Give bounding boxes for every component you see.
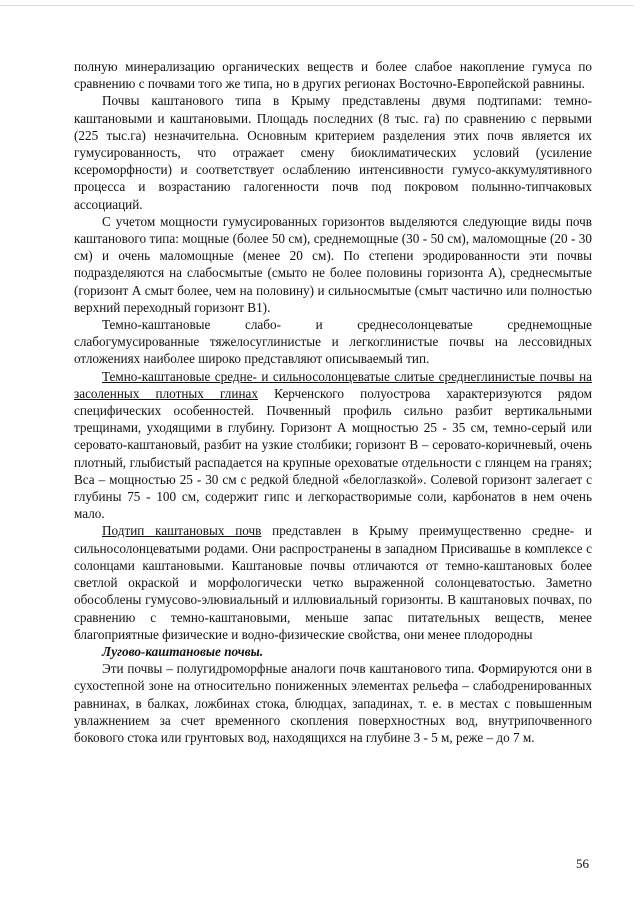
paragraph-7: Эти почвы – полугидроморфные аналоги почв каштанового типа. Формируются они в сухостепной зоне на относительно пониженных элементах рельефа – слабодренированных равнинах, в балках, ложбинах стока, блюдцах, западинах, т. е. в местах с повышенным увлажнением за счет временного скопления поверхностных вод, внутрипочвенного бокового стока или грунтовых вод, находящихся на глубине 3 - 5 м, реже – до 7 м. (74, 661, 592, 745)
underlined-term-chestnut-subtype: Подтип каштановых почв (102, 523, 262, 539)
paragraph-1: полную минерализацию органических веществ и более слабое накопление гумуса по сравнению с почвами того же типа, но в других регионах Восточно-Европейской равнины. (74, 59, 592, 92)
paragraph-3: С учетом мощности гумусированных горизонтов выделяются следующие виды почв каштанового типа: мощные (более 50 см), среднемощные (30 - 50 см), маломощные (20 - 30 см) и очень маломощные (менее 20 см). По степени эродированности эти почвы подразделяются на слабосмытые (смыто не более половины горизонта А), среднесмытые (горизонт А смыт более, чем на половину) и сильносмытые (смыт частично или полностью верхний переходный горизонт В1). (74, 213, 592, 315)
paragraph-5-text: Керченского полуострова характеризуются рядом специфических особенностей. Почвенный профиль сильно разбит вертикальными трещинами, уходящими в глубину. Горизонт А мощностью 25 - 35 см, темно-серый или серовато-каштановый, разбит на узкие столбики; горизонт В – серовато-коричневый, очень плотный, глыбистый распадается на крупные ореховатые отдельности с глянцем на гранях; Вса – мощностью 25 - 30 см с редкой бледной «белоглазкой». Солевой горизонт залегает с глубины 75 - 100 см, содержит гипс и легкорастворимые соли, карбонатов в нем очень мало. (74, 385, 592, 522)
paragraph-6-text: представлен в Крыму преимущественно средне- и сильносолонцеватыми родами. Они распространены в западном Присивашье в комплексе с солонцами каштановыми. Каштановые почвы отличаются от темно-каштановых более светлой окраской и морфологически четко выраженной солонцеватостью. Заметно обособлены гумусово-элювиальный и иллювиальный горизонты. В каштановых почвах, по сравнению с темно-каштановыми, меньше запас питательных веществ, менее благоприятные физические и водно-физические свойства, они менее плодородны (74, 523, 592, 642)
page-top-rule (0, 5, 634, 6)
page-number: 56 (576, 856, 589, 871)
paragraph-4: Темно-каштановые слабо- и среднесолонцеватые среднемощные слабогумусированные тяжелосуглинистые и легкоглинистые почвы на лессовидных отложениях наиболее широко представляют описываемый тип. (74, 317, 592, 367)
paragraph-2: Почвы каштанового типа в Крыму представлены двумя подтипами: темно-каштановыми и каштановыми. Площадь последних (8 тыс. га) по сравнению с первыми (225 тыс.га) незначительна. Основным критерием разделения этих почв является их гумусированность, что отражает смену биоклиматических условий (усиление ксероморфности) и соответствует ослаблению интенсивности гумусо-аккумулятивного процесса и возрастанию галогенности почв под покровом полынно-типчаковых ассоциаций. (74, 93, 592, 212)
section-heading: Лугово-каштановые почвы. (102, 643, 264, 659)
paragraph-5 (74, 368, 592, 523)
underlined-term-dark-chestnut: Темно-каштановые средне- и сильносолонцеватые слитые среднеглинистые почвы на засоленных плотных глинах (74, 368, 592, 401)
document-page (74, 58, 592, 746)
paragraph-6 (74, 522, 592, 642)
